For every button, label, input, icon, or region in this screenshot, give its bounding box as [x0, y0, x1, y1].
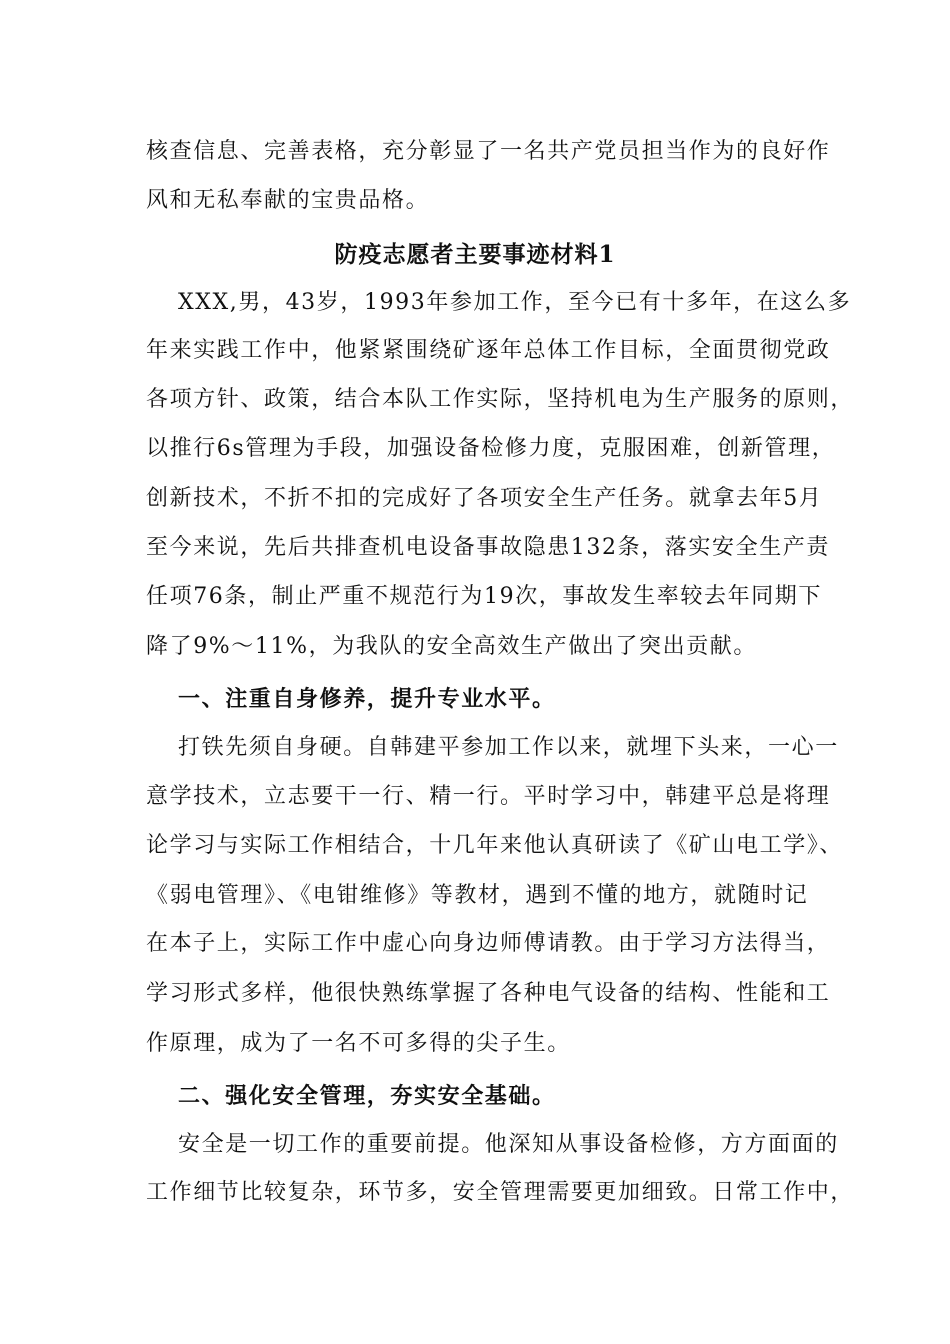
paragraph-line: 以推行6s管理为手段，加强设备检修力度，克服困难，创新管理，	[146, 436, 836, 461]
paragraph-line: 任项76条，制止严重不规范行为19次，事故发生率较去年同期下	[146, 584, 822, 609]
paragraph-line: 年来实践工作中，他紧紧围绕矿逐年总体工作目标，全面贯彻党政	[146, 338, 831, 363]
paragraph-line: 打铁先须自身硬。自韩建平参加工作以来，就埋下头来，一心一	[178, 735, 839, 760]
paragraph-line: 风和无私奉献的宝贵品格。	[146, 188, 430, 213]
paragraph-line: 作原理，成为了一名不可多得的尖子生。	[146, 1031, 571, 1056]
paragraph-line: 各项方针、政策，结合本队工作实际，坚持机电为生产服务的原则，	[146, 387, 855, 412]
section-heading: 二、强化安全管理，夯实安全基础。	[178, 1083, 556, 1109]
paragraph-line: XXX,男，43岁，1993年参加工作，至今已有十多年，在这么多	[178, 290, 852, 315]
paragraph-line: 学习形式多样，他很快熟练掌握了各种电气设备的结构、性能和工	[146, 981, 831, 1006]
paragraph-line: 安全是一切工作的重要前提。他深知从事设备检修，方方面面的	[178, 1132, 839, 1157]
paragraph-line: 创新技术，不折不扣的完成好了各项安全生产任务。就拿去年5月	[146, 486, 823, 511]
paragraph-line: 降了9%～11%，为我队的安全高效生产做出了突出贡献。	[146, 634, 758, 659]
section-heading: 一、注重自身修养，提升专业水平。	[178, 686, 556, 712]
paragraph-line: 核查信息、完善表格，充分彰显了一名共产党员担当作为的良好作	[146, 139, 831, 164]
paragraph-line: 在本子上，实际工作中虚心向身边师傅请教。由于学习方法得当，	[146, 931, 831, 956]
paragraph-line: 论学习与实际工作相结合，十几年来他认真研读了《矿山电工学》、	[146, 833, 844, 858]
paragraph-line: 意学技术，立志要干一行、精一行。平时学习中，韩建平总是将理	[146, 784, 831, 809]
paragraph-line: 《弱电管理》、《电钳维修》等教材，遇到不懂的地方，就随时记	[146, 883, 809, 908]
paragraph-line: 至今来说，先后共排查机电设备事故隐患132条，落实安全生产责	[146, 535, 830, 560]
document-title: 防疫志愿者主要事迹材料1	[334, 241, 616, 268]
paragraph-line: 工作细节比较复杂，环节多，安全管理需要更加细致。日常工作中，	[146, 1180, 855, 1205]
